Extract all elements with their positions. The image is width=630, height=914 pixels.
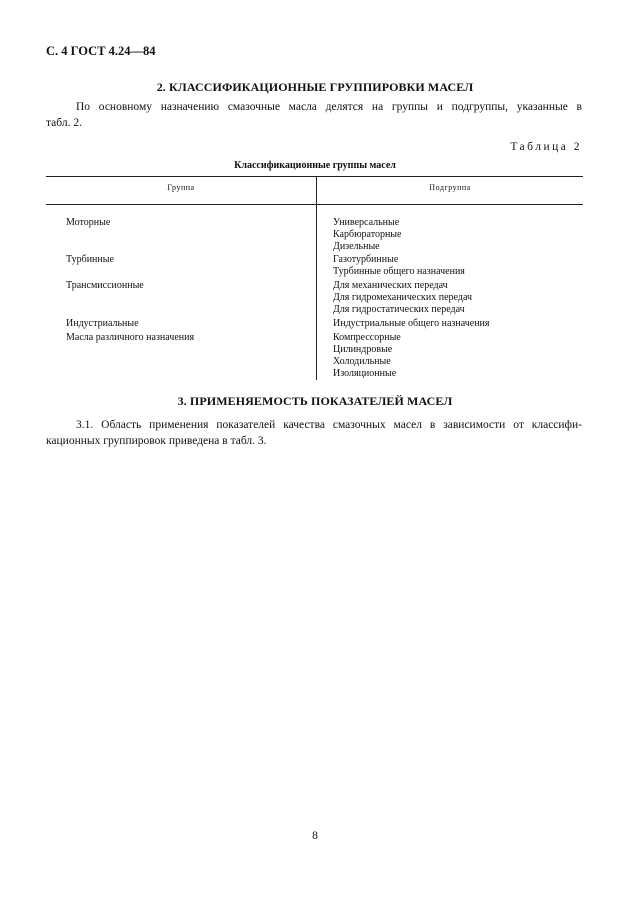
table-header-rule bbox=[46, 204, 583, 205]
section-3-paragraph bbox=[46, 417, 582, 449]
table-group-cell: Масла различного назначения bbox=[66, 332, 195, 343]
table-subgroup-cell: Для гидростатических передач bbox=[333, 304, 465, 315]
table-group-cell: Моторные bbox=[66, 217, 111, 228]
paragraph-line: 3.1. Область применения показателей качества смазочных масел в зависимости от классифи- bbox=[76, 419, 582, 431]
table-subgroup-cell: Индустриальные общего назначения bbox=[333, 318, 490, 329]
table-subgroup-cell: Для механических передач bbox=[333, 280, 448, 291]
table-subgroup-cell: Карбюраторные bbox=[333, 229, 402, 240]
table-subgroup-cell: Газотурбинные bbox=[333, 254, 399, 265]
table-subgroup-cell: Дизельные bbox=[333, 241, 380, 252]
table-subgroup-cell: Цилиндровые bbox=[333, 344, 393, 355]
table-top-rule bbox=[46, 176, 583, 177]
paragraph-line: По основному назначению смазочные масла делятся на группы и подгруппы, указанные в bbox=[76, 101, 582, 113]
table-subgroup-cell: Холодильные bbox=[333, 356, 391, 367]
page-number: 8 bbox=[312, 830, 318, 842]
table-group-cell: Трансмиссионные bbox=[66, 280, 144, 291]
table-subgroup-cell: Универсальные bbox=[333, 217, 400, 228]
section-2-paragraph bbox=[46, 99, 582, 131]
page-header: С. 4 ГОСТ 4.24—84 bbox=[46, 44, 156, 58]
paragraph-line: кационных группировок приведена в табл. 3. bbox=[46, 435, 267, 447]
table-number: Таблица 2 bbox=[510, 141, 582, 153]
table-caption: Классификационные группы масел bbox=[234, 160, 396, 171]
table-subgroup-cell: Изоляционные bbox=[333, 368, 397, 379]
paragraph-line: табл. 2. bbox=[46, 117, 82, 129]
table-group-cell: Индустриальные bbox=[66, 318, 139, 329]
table-column-divider bbox=[316, 176, 317, 380]
table-subgroup-cell: Для гидромеханических передач bbox=[333, 292, 473, 303]
table-group-cell: Турбинные bbox=[66, 254, 114, 265]
column-header-group: Группа bbox=[167, 183, 195, 192]
section-2-title: 2. КЛАССИФИКАЦИОННЫЕ ГРУППИРОВКИ МАСЕЛ bbox=[156, 80, 474, 94]
table-subgroup-cell: Турбинные общего назначения bbox=[333, 266, 465, 277]
section-3-title: 3. ПРИМЕНЯЕМОСТЬ ПОКАЗАТЕЛЕЙ МАСЕЛ bbox=[177, 394, 453, 408]
column-header-subgroup: Подгруппа bbox=[429, 183, 471, 192]
table-subgroup-cell: Компрессорные bbox=[333, 332, 401, 343]
